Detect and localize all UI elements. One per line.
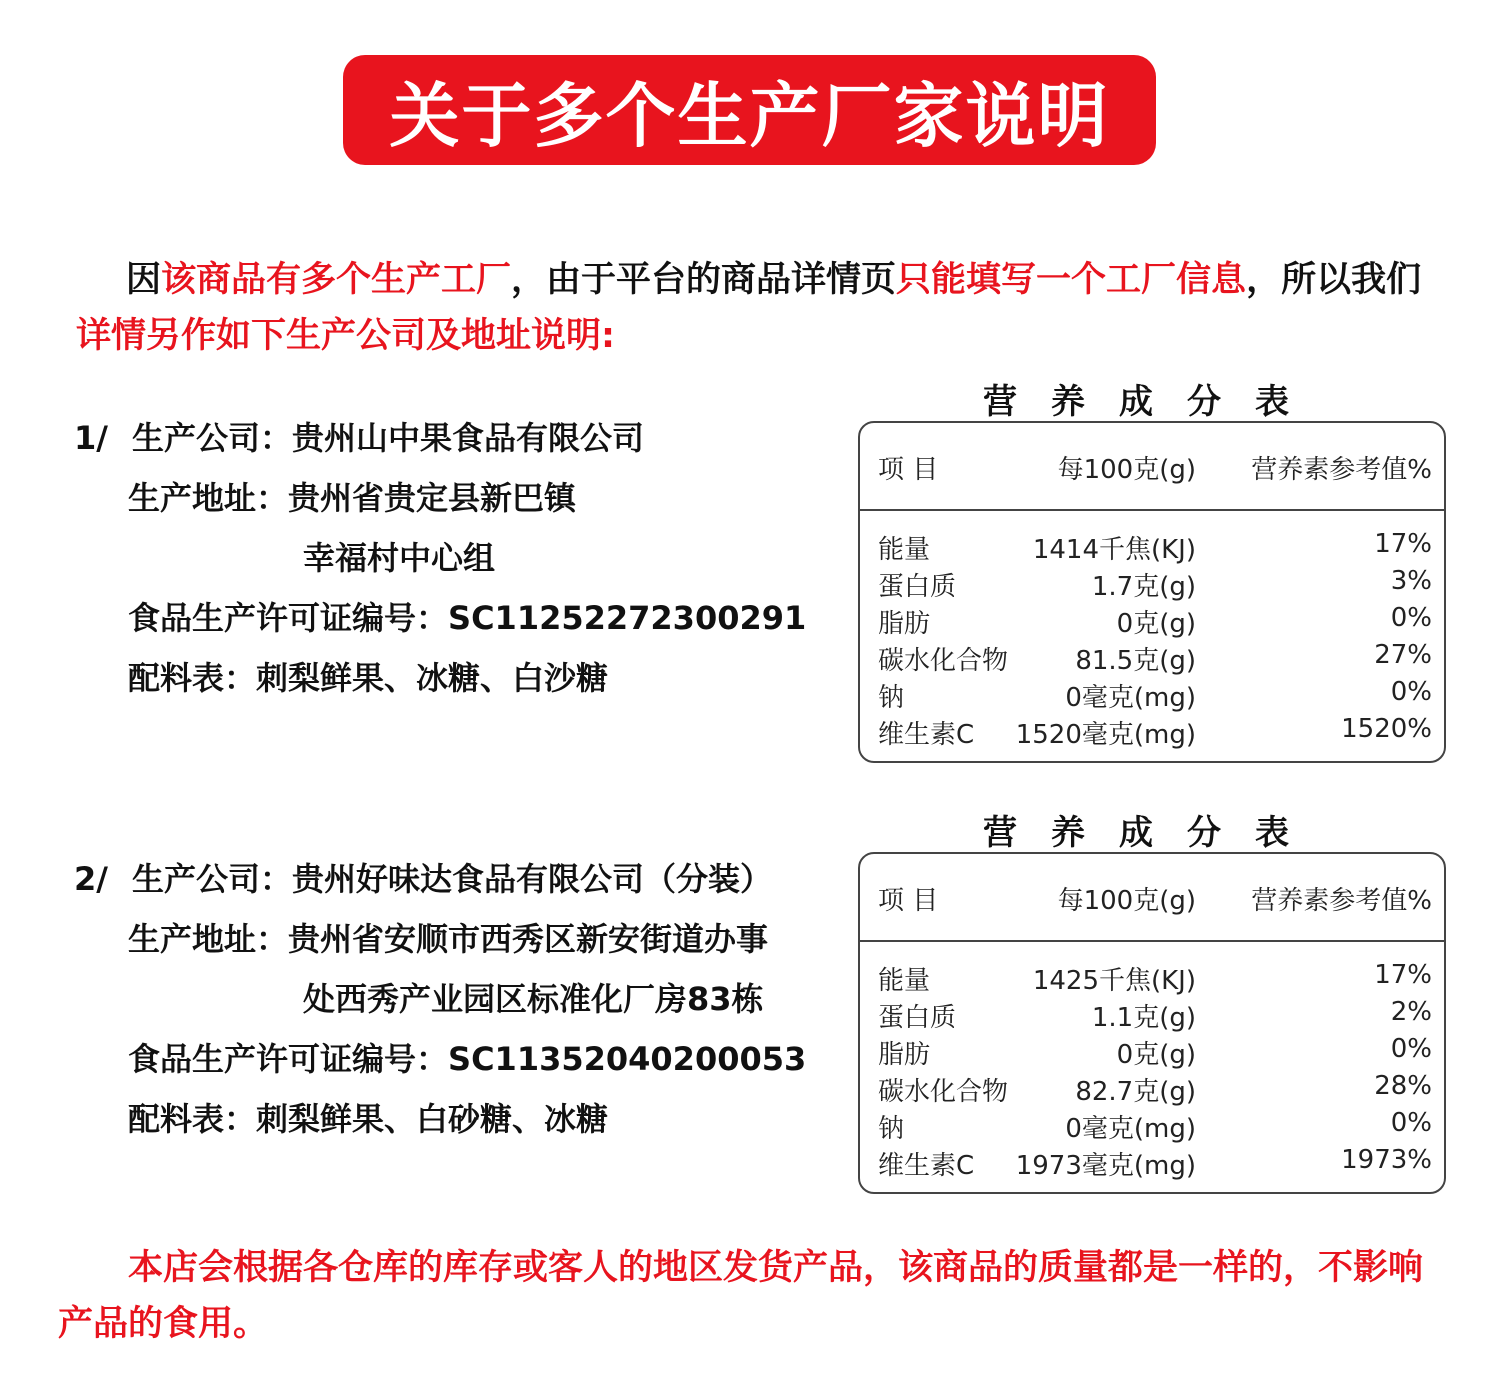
nutrient-amount: 1520毫克(mg): [1015, 720, 1196, 750]
nutrition-header: [860, 423, 1444, 511]
nutrient-nrv: 1520%: [1341, 714, 1432, 744]
nutrient-name: 碳水化合物: [878, 1077, 1009, 1107]
nutrient-name: 钠: [878, 683, 905, 713]
company-label: 生产公司：: [132, 419, 293, 457]
nutrient-amount: 82.7克(g): [1075, 1077, 1196, 1107]
ingredients-label: 配料表：: [128, 659, 257, 697]
nutrition-row: [860, 960, 1444, 997]
license-number: SC11252272300291: [448, 599, 807, 637]
nutrient-name: 维生素C: [878, 720, 975, 750]
company-name: 贵州好味达食品有限公司（分装）: [292, 860, 773, 898]
nutrient-name: 能量: [878, 966, 931, 996]
license-number: SC11352040200053: [448, 1040, 807, 1078]
nutrition-row: [860, 1034, 1444, 1071]
header-item: 项 目: [878, 886, 939, 916]
nutrition-row: [860, 1071, 1444, 1108]
nutrient-name: 能量: [878, 535, 931, 565]
nutrient-nrv: 28%: [1374, 1071, 1432, 1101]
header-nrv: 营养素参考值%: [1251, 455, 1432, 485]
header-per100g: 每100克(g): [1057, 455, 1196, 485]
address-line: [128, 478, 576, 518]
address-value-2: 幸福村中心组: [303, 539, 496, 577]
license-label: 食品生产许可证编号：: [128, 599, 449, 637]
intro-highlight-3: 详情另作如下生产公司及地址说明:: [76, 316, 615, 356]
nutrition-row: [860, 677, 1444, 714]
nutrient-nrv: 3%: [1390, 566, 1432, 596]
nutrient-amount: 1425千焦(KJ): [1032, 966, 1196, 996]
nutrient-name: 蛋白质: [878, 1003, 957, 1033]
nutrition-row: [860, 997, 1444, 1034]
nutrient-amount: 81.5克(g): [1075, 646, 1196, 676]
company-label: 生产公司：: [132, 860, 293, 898]
ingredients-line: [128, 1099, 608, 1139]
ingredients-label: 配料表：: [128, 1100, 257, 1138]
nutrient-amount: 1414千焦(KJ): [1032, 535, 1196, 565]
nutrient-name: 脂肪: [878, 609, 931, 639]
intro-text-2: ，由于平台的商品详情页: [511, 260, 897, 300]
license-line: [128, 598, 806, 638]
nutrition-row: [860, 529, 1444, 566]
nutrient-name: 碳水化合物: [878, 646, 1009, 676]
nutrient-nrv: 0%: [1390, 1108, 1432, 1138]
ingredients-value: 刺梨鲜果、白砂糖、冰糖: [256, 1100, 609, 1138]
nutrient-nrv: 0%: [1390, 677, 1432, 707]
nutrition-row: [860, 603, 1444, 640]
nutrient-amount: 1.7克(g): [1091, 572, 1196, 602]
company-number: 1/: [74, 419, 108, 457]
license-label: 食品生产许可证编号：: [128, 1040, 449, 1078]
company-line: [74, 859, 772, 899]
nutrition-row: [860, 1108, 1444, 1145]
address-label: 生产地址：: [128, 479, 289, 517]
address-continuation: [303, 538, 495, 578]
address-value-2: 处西秀产业园区标准化厂房83栋: [303, 980, 764, 1018]
nutrition-row: [860, 1145, 1444, 1182]
nutrient-nrv: 0%: [1390, 603, 1432, 633]
footer-notice: [58, 1240, 1438, 1352]
nutrition-row: [860, 640, 1444, 677]
nutrient-nrv: 0%: [1390, 1034, 1432, 1064]
nutrition-row: [860, 566, 1444, 603]
nutrient-name: 钠: [878, 1114, 905, 1144]
nutrient-amount: 0克(g): [1116, 609, 1196, 639]
address-value-1: 贵州省安顺市西秀区新安街道办事: [288, 920, 769, 958]
nutrient-amount: 1.1克(g): [1091, 1003, 1196, 1033]
nutrient-amount: 0毫克(mg): [1065, 683, 1196, 713]
company-name: 贵州山中果食品有限公司: [292, 419, 645, 457]
company-line: [74, 418, 644, 458]
nutrient-nrv: 2%: [1390, 997, 1432, 1027]
nutrient-nrv: 17%: [1374, 529, 1432, 559]
address-label: 生产地址：: [128, 920, 289, 958]
nutrient-nrv: 1973%: [1341, 1145, 1432, 1175]
nutrient-amount: 0毫克(mg): [1065, 1114, 1196, 1144]
nutrition-title-2: 营养成分表: [983, 813, 1323, 853]
nutrient-nrv: 17%: [1374, 960, 1432, 990]
banner-title: 关于多个生产厂家说明: [389, 74, 1110, 157]
intro-text-3: ，所以我们: [1246, 260, 1422, 300]
title-banner: [343, 55, 1156, 165]
nutrient-nrv: 27%: [1374, 640, 1432, 670]
nutrition-row: [860, 714, 1444, 751]
intro-highlight-1: 该商品有多个生产工厂: [161, 260, 512, 300]
header-nrv: 营养素参考值%: [1251, 886, 1432, 916]
nutrition-header: [860, 854, 1444, 942]
address-line: [128, 919, 768, 959]
nutrient-amount: 0克(g): [1116, 1040, 1196, 1070]
address-continuation: [303, 979, 764, 1019]
nutrition-title-1: 营养成分表: [983, 382, 1323, 422]
nutrient-name: 维生素C: [878, 1151, 975, 1181]
license-line: [128, 1039, 806, 1079]
ingredients-value: 刺梨鲜果、冰糖、白沙糖: [256, 659, 609, 697]
nutrient-amount: 1973毫克(mg): [1015, 1151, 1196, 1181]
ingredients-line: [128, 658, 608, 698]
footer-text: 本店会根据各仓库的库存或客人的地区发货产品，该商品的质量都是一样的，不影响产品的食用。: [58, 1248, 1424, 1344]
intro-paragraph: [76, 252, 1436, 364]
intro-text-1: 因: [126, 260, 162, 300]
address-value-1: 贵州省贵定县新巴镇: [288, 479, 577, 517]
intro-highlight-2: 只能填写一个工厂信息: [896, 260, 1247, 300]
nutrition-table-2: [858, 852, 1446, 1194]
nutrient-name: 脂肪: [878, 1040, 931, 1070]
nutrition-table-1: [858, 421, 1446, 763]
header-item: 项 目: [878, 455, 939, 485]
company-number: 2/: [74, 860, 108, 898]
header-per100g: 每100克(g): [1057, 886, 1196, 916]
nutrient-name: 蛋白质: [878, 572, 957, 602]
